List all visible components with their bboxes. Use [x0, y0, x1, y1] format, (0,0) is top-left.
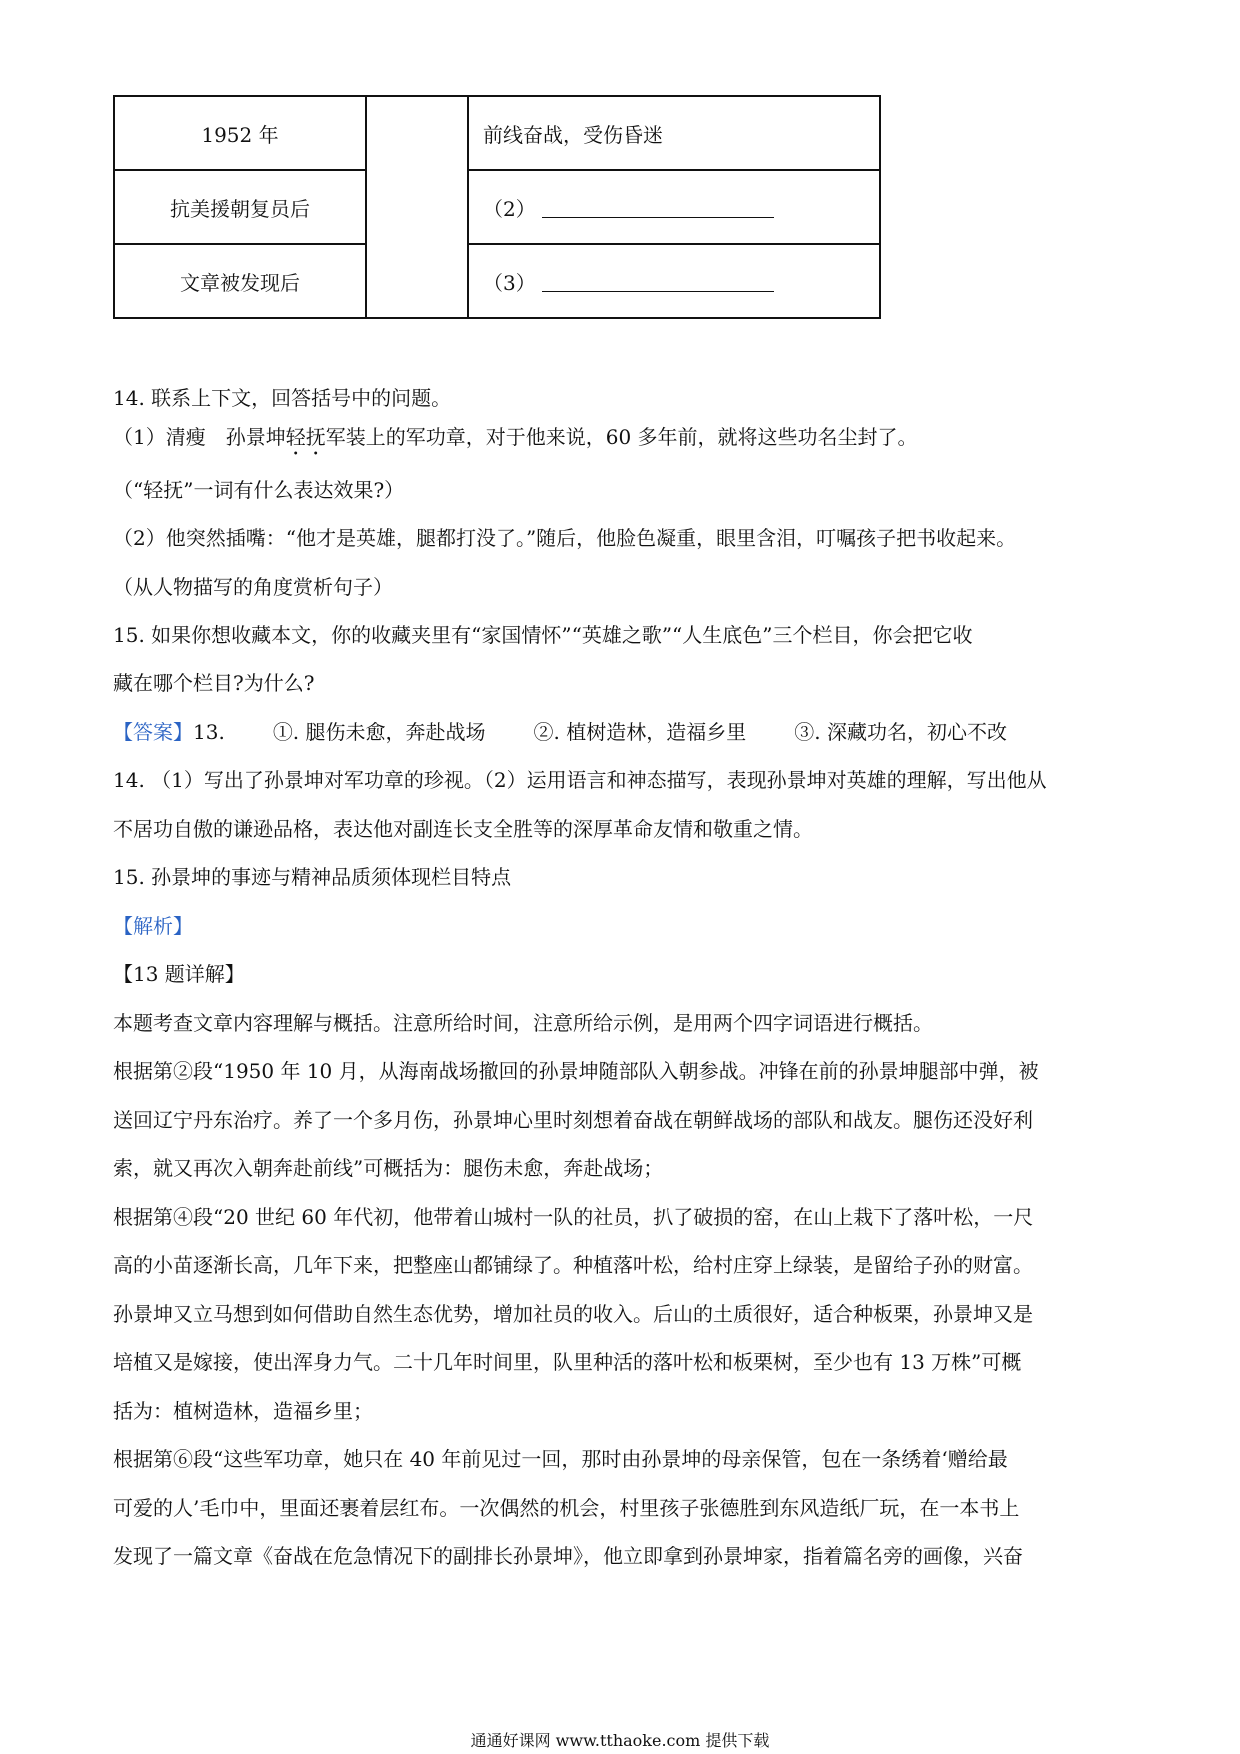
- answer-13-2: ②. 植树造林，造福乡里: [533, 720, 747, 744]
- analysis-line: 括为：植树造林，造福乡里；: [113, 1399, 373, 1423]
- table-row: [114, 96, 880, 170]
- event-cell-blank: [468, 244, 880, 318]
- answer-13-1: ①. 腿伤未愈，奔赴战场: [272, 720, 486, 744]
- period-cell: 文章被发现后: [114, 244, 366, 318]
- page-footer: 通通好课网 www.tthaoke.com 提供下载: [470, 1731, 770, 1750]
- blank-number: （2）: [483, 196, 536, 221]
- blank-number: （3）: [483, 270, 536, 295]
- question-15-line-2: 藏在哪个栏目?为什么?: [113, 671, 315, 695]
- event-cell: 前线奋战，受伤昏迷: [468, 96, 880, 170]
- table-row: [114, 170, 880, 244]
- question-14-hint-1: （“轻抚”一词有什么表达效果?）: [113, 478, 405, 502]
- question-13-detail-heading: 【13 题详解】: [113, 962, 245, 986]
- emphasized-word: 轻抚: [285, 425, 326, 449]
- period-cell: 抗美援朝复员后: [114, 170, 366, 244]
- analysis-tag: 【解析】: [113, 914, 193, 938]
- analysis-line: 培植又是嫁接，使出浑身力气。二十几年时间里，队里种活的落叶松和板栗树，至少也有 13 万株”可概: [113, 1350, 1022, 1374]
- question-14-sentence-2: （2）他突然插嘴：“他才是英雄，腿都打没了。”随后，他脸色凝重，眼里含泪，叮嘱孩子把书收起来。: [113, 526, 1017, 550]
- analysis-line: 送回辽宁丹东治疗。养了一个多月伤，孙景坤心里时刻想着奋战在朝鲜战场的部队和战友。腿伤还没好利: [113, 1108, 1033, 1132]
- period-cell: 1952 年: [114, 96, 366, 170]
- answer-14-line-2: 不居功自傲的谦逊品格，表达他对副连长支全胜等的深厚革命友情和敬重之情。: [113, 817, 813, 841]
- question-14-sentence-1: （1）清瘦 孙景坤轻抚军装上的军功章，对于他来说，60 多年前，就将这些功名尘封了。: [113, 425, 918, 449]
- analysis-line: 本题考查文章内容理解与概括。注意所给时间，注意所给示例，是用两个四字词语进行概括。: [113, 1011, 933, 1035]
- merged-blank-cell: [366, 96, 468, 318]
- analysis-line: 根据第⑥段“这些军功章，她只在 40 年前见过一回，那时由孙景坤的母亲保管，包在一条绣着‘赠给最: [113, 1447, 1008, 1471]
- analysis-line: 根据第④段“20 世纪 60 年代初，他带着山城村一队的社员，扒了破损的窑，在山上栽下了落叶松，一尺: [113, 1205, 1034, 1229]
- question-14-hint-2: （从人物描写的角度赏析句子）: [113, 575, 393, 599]
- answer-14-line-1: 14. （1）写出了孙景坤对军功章的珍视。（2）运用语言和神态描写，表现孙景坤对英雄的理解，写出他从: [113, 768, 1047, 792]
- analysis-line: 发现了一篇文章《奋战在危急情况下的副排长孙景坤》，他立即拿到孙景坤家，指着篇名旁的画像，兴奋: [113, 1544, 1023, 1568]
- event-cell-blank: [468, 170, 880, 244]
- answer-13: 【答案】13. ①. 腿伤未愈，奔赴战场 ②. 植树造林，造福乡里 ③. 深藏功名，初心不改: [113, 720, 1007, 744]
- answer-blank-line: [542, 197, 774, 218]
- analysis-line: 高的小苗逐渐长高，几年下来，把整座山都铺绿了。种植落叶松，给村庄穿上绿装，是留给子孙的财富。: [113, 1253, 1033, 1277]
- answer-15: 15. 孙景坤的事迹与精神品质须体现栏目特点: [113, 865, 512, 889]
- question-14-title: 14. 联系上下文，回答括号中的问题。: [113, 386, 452, 410]
- analysis-line: 孙景坤又立马想到如何借助自然生态优势，增加社员的收入。后山的土质很好，适合种板栗，孙景坤又是: [113, 1302, 1033, 1326]
- analysis-line: 根据第②段“1950 年 10 月，从海南战场撤回的孙景坤随部队入朝参战。冲锋在前的孙景坤腿部中弹，被: [113, 1059, 1039, 1083]
- question-15-line-1: 15. 如果你想收藏本文，你的收藏夹里有“家国情怀”“英雄之歌”“人生底色”三个栏目，你会把它收: [113, 623, 973, 647]
- answer-13-3: ③. 深藏功名，初心不改: [794, 720, 1007, 744]
- table-row: [114, 244, 880, 318]
- timeline-table: [113, 95, 881, 319]
- answer-tag: 【答案】: [113, 720, 193, 744]
- analysis-line: 索，就又再次入朝奔赴前线”可概括为：腿伤未愈，奔赴战场；: [113, 1156, 664, 1180]
- analysis-line: 可爱的人’毛巾中，里面还裹着层红布。一次偶然的机会，村里孩子张德胜到东风造纸厂玩，在一本书上: [113, 1496, 1020, 1520]
- answer-blank-line: [542, 271, 774, 292]
